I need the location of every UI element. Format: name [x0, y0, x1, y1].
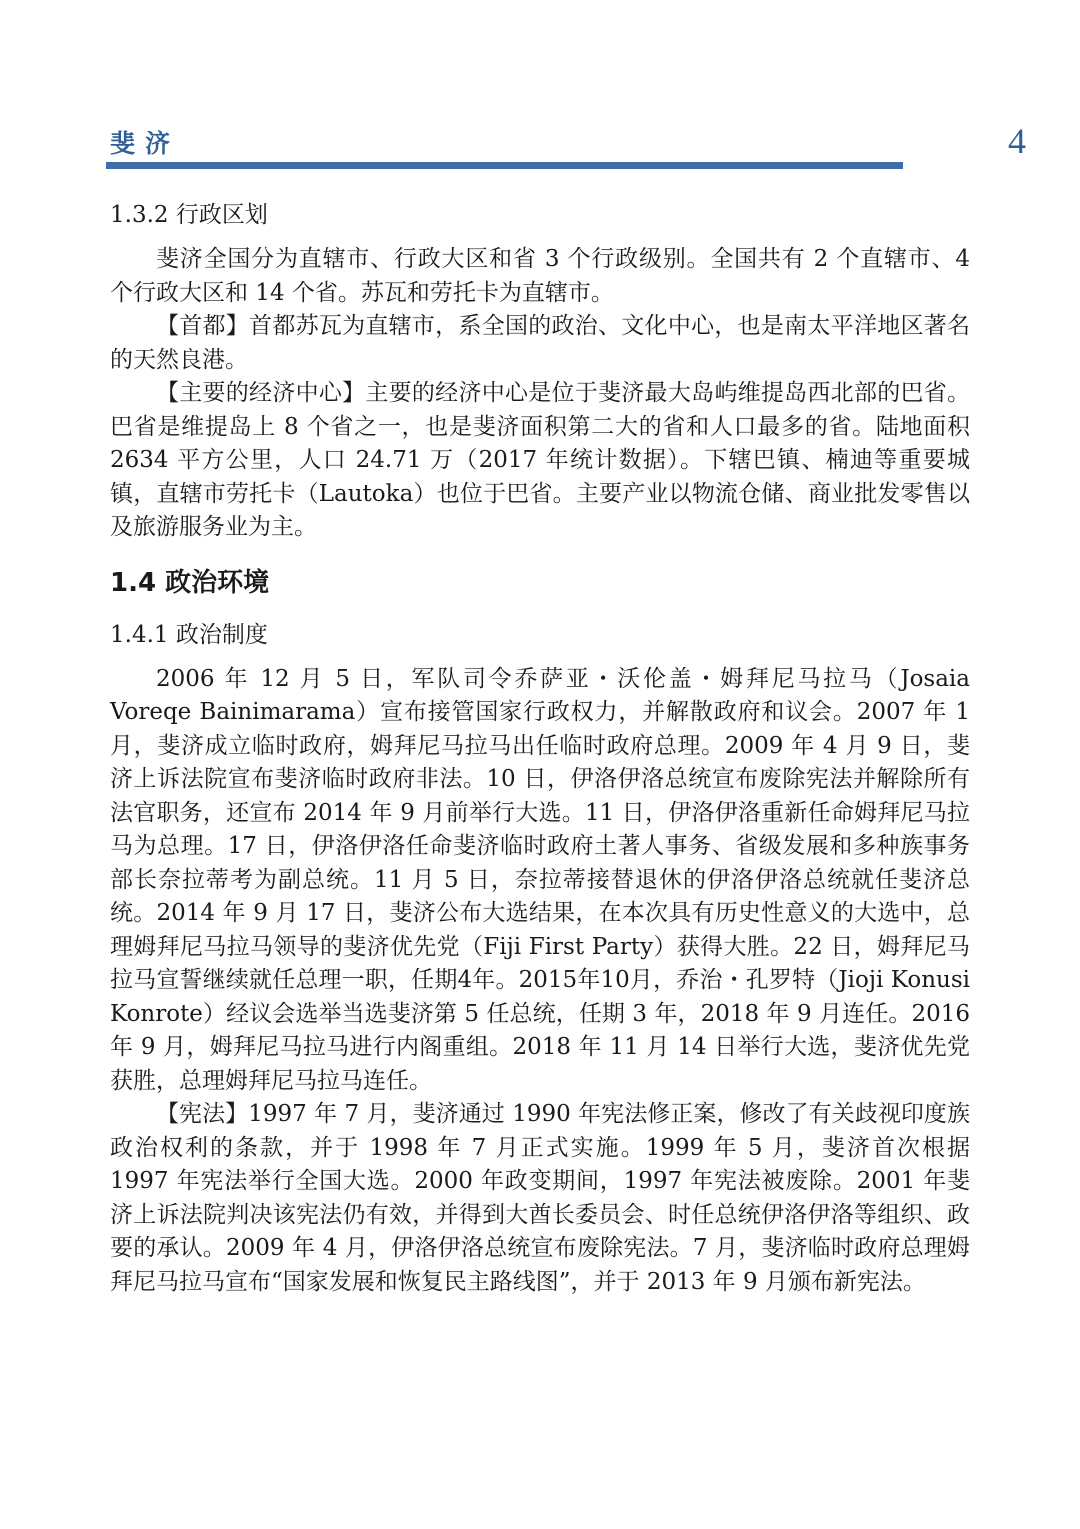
- header-rule: [106, 162, 903, 169]
- paragraph-constitution: 【宪法】1997 年 7 月，斐济通过 1990 年宪法修正案，修改了有关歧视印度族政治权利的条款，并于 1998 年 7 月正式实施。1999 年 5 月，斐济首次根据 1997 年宪法举行全国大选。2000 年政变期间，1997 年宪法被废除。2001 年斐济上诉法院判决该宪法仍有效，并得到大酋长委员会、时任总统伊洛伊洛等组织、政要的承认。2009 年 4 月，伊洛伊洛总统宣布废除宪法。7 月，斐济临时政府总理姆拜尼马拉马宣布“国家发展和恢复民主路线图”，并于 2013 年 9 月颁布新宪法。: [110, 1101, 970, 1295]
- subsection-heading-1-3-2: 1.3.2 行政区划: [110, 202, 268, 228]
- paragraph-admin-levels: 斐济全国分为直辖市、行政大区和省 3 个行政级别。全国共有 2 个直辖市、4 个行政大区和 14 个省。苏瓦和劳托卡为直辖市。: [110, 246, 970, 306]
- running-header-title: 斐济: [110, 129, 181, 158]
- paragraph-political-history: 2006 年 12 月 5 日，军队司令乔萨亚・沃伦盖・姆拜尼马拉马（Josaia Voreqe Bainimarama）宣布接管国家行政权力，并解散政府和议会。2007 年 1 月，斐济成立临时政府，姆拜尼马拉马出任临时政府总理。2009 年 4 月 9 日，斐济上诉法院宣布斐济临时政府非法。10 日，伊洛伊洛总统宣布废除宪法并解除所有法官职务，还宣布 2014 年 9 月前举行大选。11 日，伊洛伊洛重新任命姆拜尼马拉马为总理。17 日，伊洛伊洛任命斐济临时政府土著人事务、省级发展和多种族事务部长奈拉蒂考为副总统。11 月 5 日，奈拉蒂接替退休的伊洛伊洛总统就任斐济总统。2014 年 9 月 17 日，斐济公布大选结果，在本次具有历史性意义的大选中，总理姆拜尼马拉马领导的斐济优先党（Fiji First Party）获得大胜。22 日，姆拜尼马拉马宣誓继续就任总理一职，任期4年。2015年10月，乔治・孔罗特（Jioji Konusi Konrote）经议会选举当选斐济第 5 任总统，任期 3 年，2018 年 9 月连任。2016 年 9 月，姆拜尼马拉马进行内阁重组。2018 年 11 月 14 日举行大选，斐济优先党获胜，总理姆拜尼马拉马连任。: [110, 665, 970, 1094]
- page-number: 4: [1008, 121, 1026, 161]
- paragraph-capital: 【首都】首都苏瓦为直辖市，系全国的政治、文化中心，也是南太平洋地区著名的天然良港。: [110, 313, 970, 373]
- section-heading-1-4: 1.4 政治环境: [110, 567, 270, 598]
- page-body: [110, 195, 970, 1299]
- subsection-heading-1-4-1: 1.4.1 政治制度: [110, 621, 268, 648]
- paragraph-economic-center: 【主要的经济中心】主要的经济中心是位于斐济最大岛屿维提岛西北部的巴省。巴省是维提岛上 8 个省之一，也是斐济面积第二大的省和人口最多的省。陆地面积 2634 平方公里，人口 24.71 万（2017 年统计数据）。下辖巴镇、楠迪等重要城镇，直辖市劳托卡（Lautoka）也位于巴省。主要产业以物流仓储、商业批发零售以及旅游服务业为主。: [110, 380, 970, 540]
